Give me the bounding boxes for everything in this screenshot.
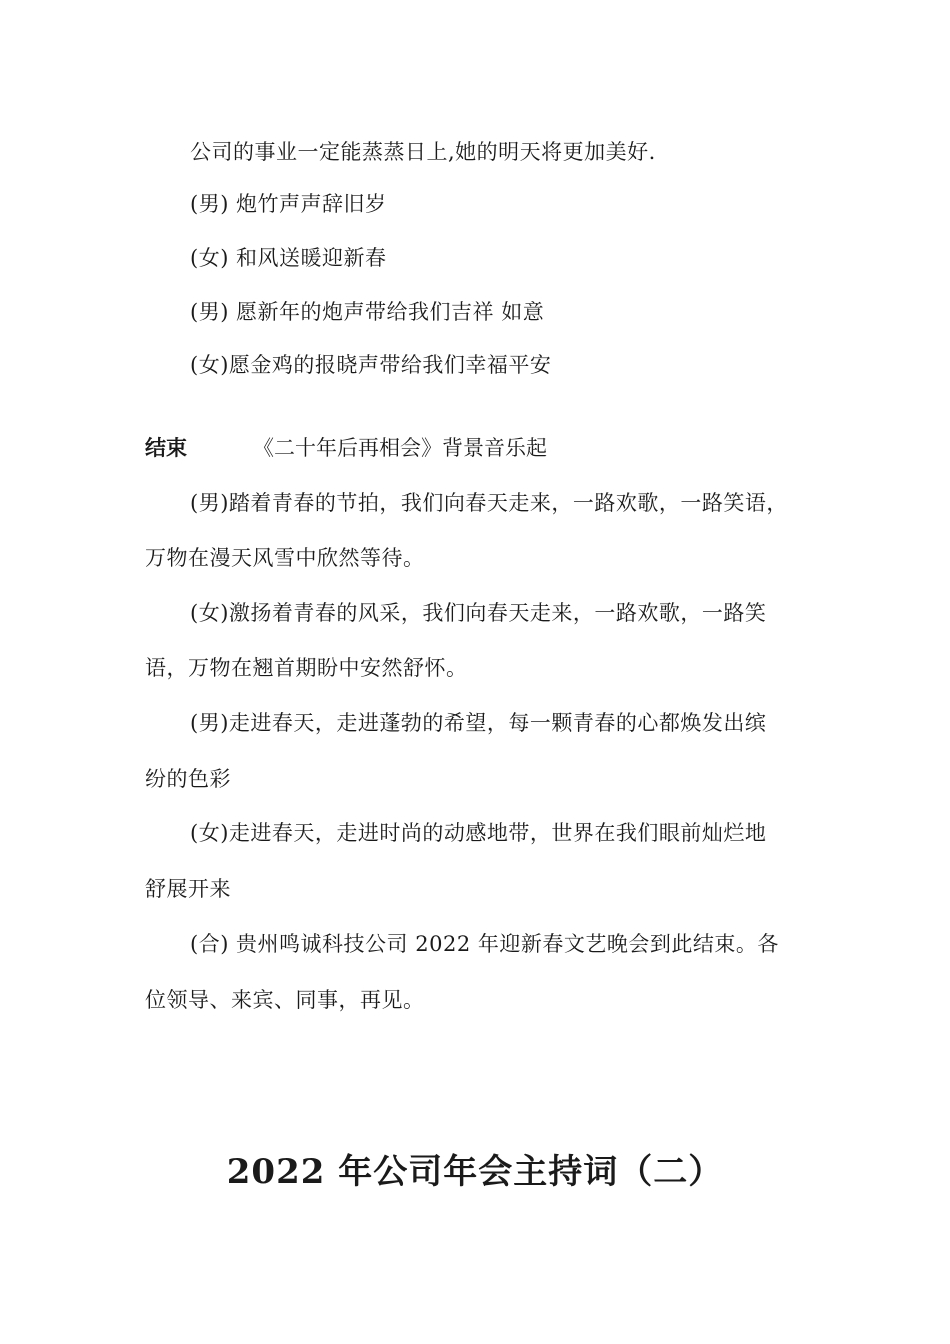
dialogue-continuation: 语，万物在翘首期盼中安然舒怀。 — [145, 656, 468, 680]
section-cue: 《二十年后再相会》背景音乐起 — [253, 436, 547, 460]
dialogue-line-female: (女)走进春天，走进时尚的动感地带，世界在我们眼前灿烂地 — [190, 821, 767, 845]
dialogue-continuation: 万物在漫天风雪中欣然等待。 — [145, 546, 425, 570]
section-label: 结束 — [145, 435, 187, 460]
dialogue-line-male: (男)踏着青春的节拍，我们向春天走来，一路欢歌，一路笑语， — [190, 491, 788, 515]
dialogue-line-female: (女)愿金鸡的报晓声带给我们幸福平安 — [190, 353, 552, 377]
dialogue-line-male: (男)走进春天，走进蓬勃的希望，每一颗青春的心都焕发出缤 — [190, 711, 767, 735]
paragraph-line: 公司的事业一定能蒸蒸日上,她的明天将更加美好. — [190, 140, 656, 164]
dialogue-line-female: (女) 和风送暖迎新春 — [190, 246, 387, 270]
dialogue-continuation: 纷的色彩 — [145, 767, 231, 791]
dialogue-line-female: (女)激扬着青春的风采，我们向春天走来，一路欢歌，一路笑 — [190, 601, 767, 625]
dialogue-line-together: (合) 贵州鸣诚科技公司 2022 年迎新春文艺晚会到此结束。各 — [190, 932, 779, 956]
dialogue-line-male: (男) 愿新年的炮声带给我们吉祥 如意 — [190, 300, 545, 324]
section-heading — [145, 434, 547, 462]
dialogue-continuation: 舒展开来 — [145, 877, 231, 901]
dialogue-line-male: (男) 炮竹声声辞旧岁 — [190, 192, 387, 216]
dialogue-continuation: 位领导、来宾、同事，再见。 — [145, 988, 425, 1012]
document-title: 2022 年公司年会主持词（二） — [226, 1152, 724, 1192]
